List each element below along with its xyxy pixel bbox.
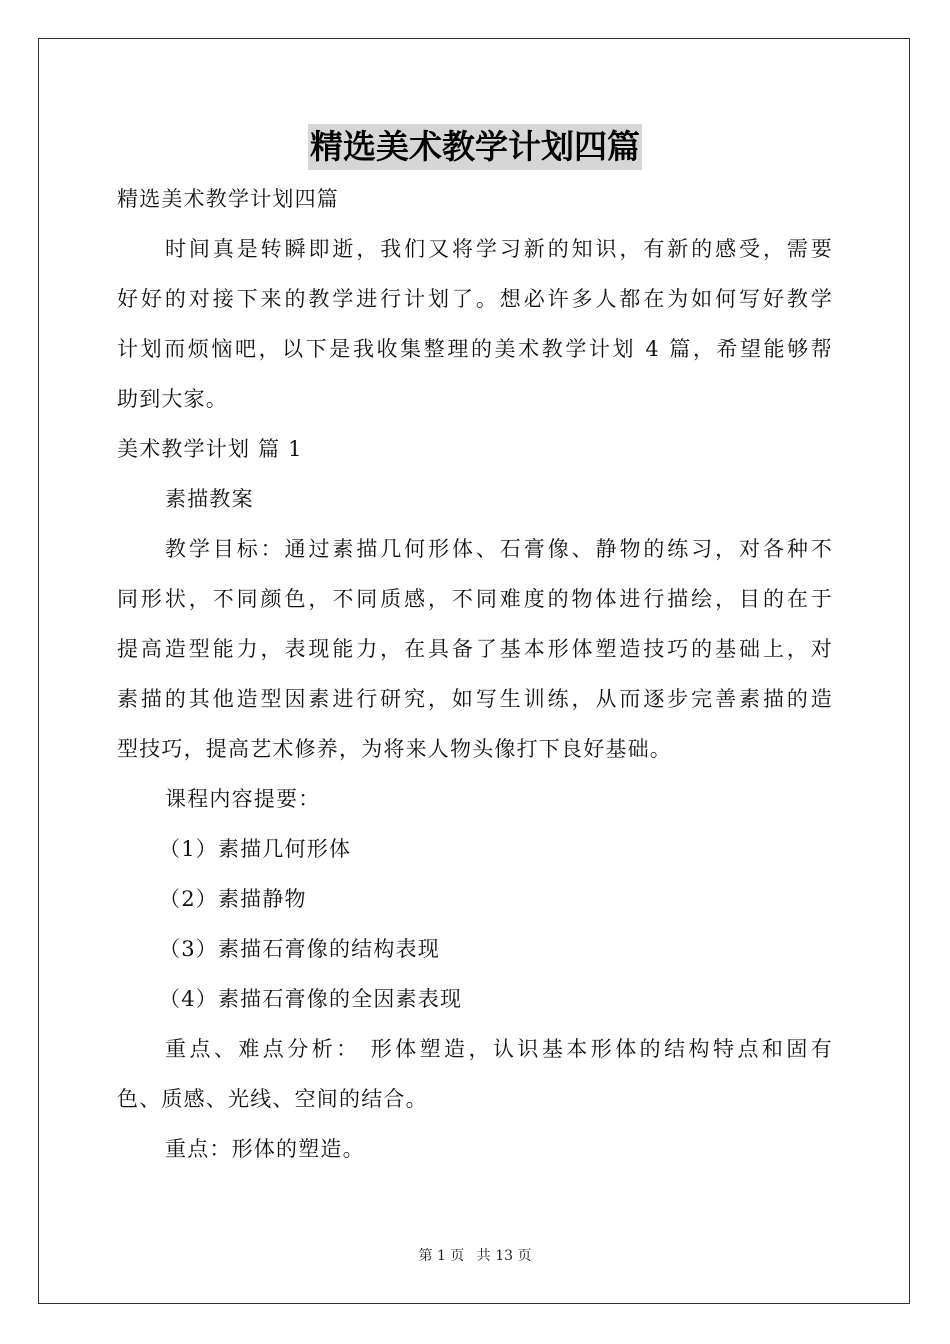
document-body xyxy=(117,174,833,1174)
title-container xyxy=(0,124,950,170)
document-title: 精选美术教学计划四篇 xyxy=(308,124,642,170)
paragraph-line: 素描的其他造型因素进行研究，如写生训练，从而逐步完善素描的造 xyxy=(117,687,833,711)
list-item: （2）素描静物 xyxy=(159,887,307,911)
paragraph-line: 课程内容提要： xyxy=(165,787,321,811)
paragraph-line: 色、质感、光线、空间的结合。 xyxy=(117,1087,428,1111)
paragraph-line: 同形状，不同颜色，不同质感，不同难度的物体进行描绘，目的在于 xyxy=(117,587,833,611)
paragraph-line: 计划而烦恼吧，以下是我收集整理的美术教学计划 4 篇，希望能够帮 xyxy=(117,337,833,361)
paragraph-line: 提高造型能力，表现能力，在具备了基本形体塑造技巧的基础上，对 xyxy=(117,637,833,661)
subtitle-line: 精选美术教学计划四篇 xyxy=(117,187,339,211)
paragraph-line: 教学目标：通过素描几何形体、石膏像、静物的练习，对各种不 xyxy=(165,537,833,561)
list-item: （1）素描几何形体 xyxy=(159,837,352,861)
paragraph-line: 重点：形体的塑造。 xyxy=(165,1137,365,1161)
page-total: 共 13 页 xyxy=(476,1248,532,1264)
paragraph-line: 型技巧，提高艺术修养，为将来人物头像打下良好基础。 xyxy=(117,737,672,761)
paragraph-line: 好好的对接下来的教学进行计划了。想必许多人都在为如何写好教学 xyxy=(117,287,833,311)
paragraph-line: 时间真是转瞬即逝，我们又将学习新的知识，有新的感受，需要 xyxy=(165,237,833,261)
paragraph-line: 助到大家。 xyxy=(117,387,228,411)
page-number: 第 1 页 xyxy=(418,1248,465,1264)
section-heading: 美术教学计划 篇 1 xyxy=(117,437,303,461)
list-item: （4）素描石膏像的全因素表现 xyxy=(159,987,463,1011)
paragraph-line: 重点、难点分析： 形体塑造，认识基本形体的结构特点和固有 xyxy=(165,1037,833,1061)
section-subheading: 素描教案 xyxy=(165,487,254,511)
page-footer xyxy=(0,1245,950,1265)
list-item: （3）素描石膏像的结构表现 xyxy=(159,937,440,961)
